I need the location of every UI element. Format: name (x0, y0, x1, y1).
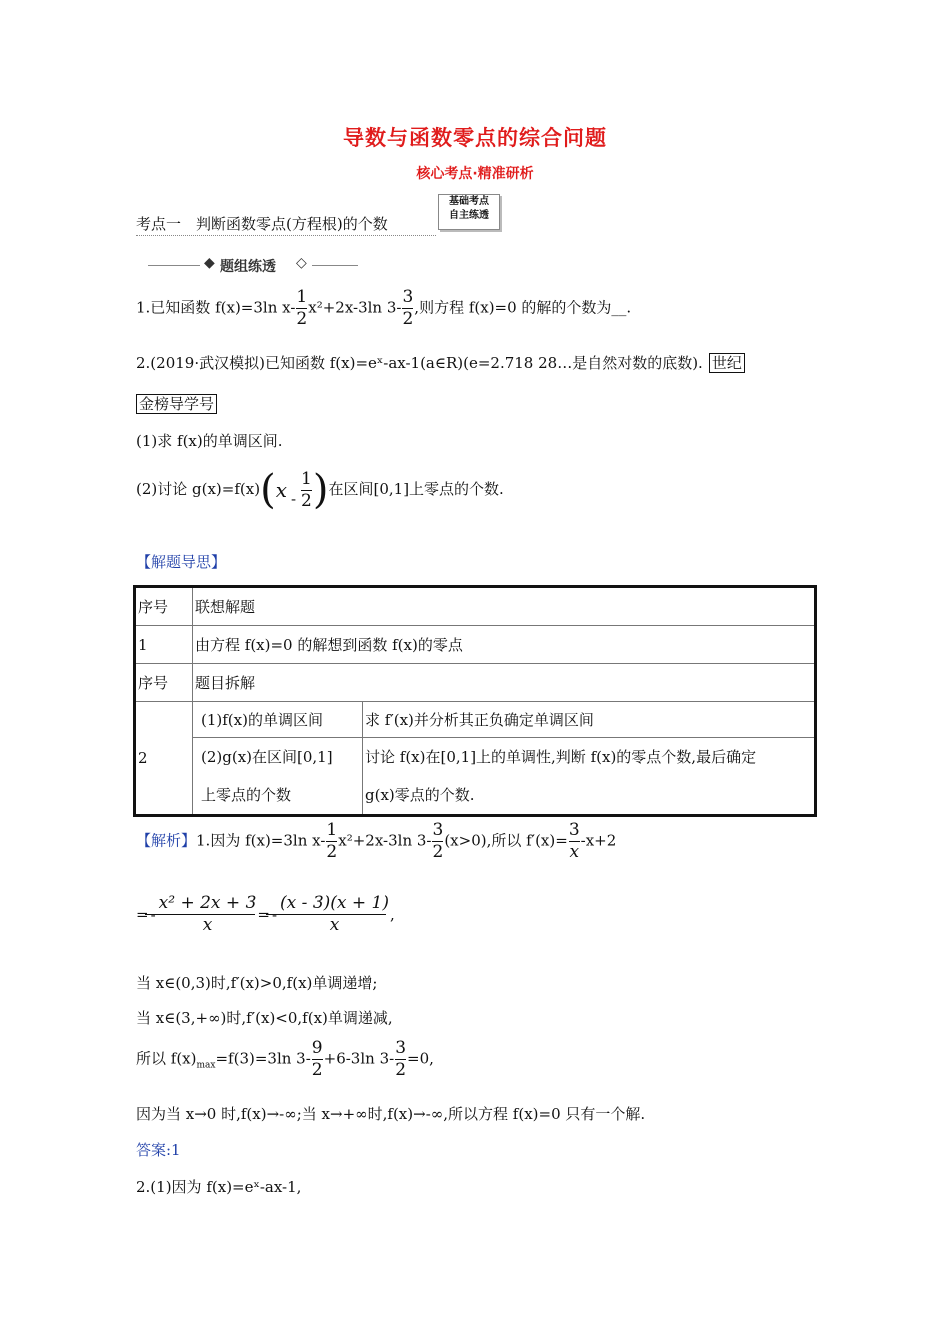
q1-text-b: x²+2x-3ln 3- (308, 298, 402, 317)
badge-line1: 基础考点 (449, 196, 489, 207)
table-cell: 序号 (135, 664, 193, 702)
fraction: $\frac{\text{x² + 2x + 3}}{x}$ (159, 895, 257, 934)
q2-text: 2.(2019·武汉模拟)已知函数 f(x)=eˣ-ax-1(a∈R)(e=2.718 28…是自然对数的底数). (136, 354, 703, 372)
ref-box-2: 金榜导学号 (136, 394, 217, 414)
paren-left: ( (260, 467, 276, 513)
badge-line2: 自主练透 (449, 210, 489, 221)
fraction: $\frac{(x - 3)(x + 1)}{x}$ (280, 895, 389, 934)
ref-line-2 (136, 393, 217, 414)
fraction: $\frac{3}{2}$ (402, 287, 414, 329)
daosi-label: 【解题导思】 (136, 553, 227, 571)
table-row (135, 664, 816, 702)
table-cell: (1)f(x)的单调区间 (193, 702, 363, 738)
paren-right: ) (312, 467, 329, 513)
question-2 (136, 352, 745, 373)
fraction: $\frac{3}{2}$ (395, 1038, 407, 1080)
fraction: $\frac{9}{2}$ (311, 1038, 323, 1080)
table-cell: 联想解题 (193, 587, 816, 626)
fraction: $\frac{1}{2}$ (296, 287, 308, 329)
solution-line-4: 当 x∈(3,+∞)时,f′(x)<0,f(x)单调递减, (136, 1009, 393, 1027)
table-row (135, 738, 816, 816)
page-subtitle: 核心考点·精准研析 (416, 166, 534, 182)
question-1 (136, 289, 631, 328)
solution-line-1: 【解析】1.因为 f(x)=3ln x- $\frac{1}{2}$ x²+2x-3ln 3- $\frac{3}{2}$ (x>0),所以 f′(x)= $\frac{3}{x}$ -x+2 (136, 820, 617, 862)
answer: 答案:1 (136, 1141, 181, 1159)
table-row (135, 702, 816, 738)
group-header-text: 题组练透 (220, 259, 276, 275)
diamond-icon: ◆ (204, 255, 215, 271)
table-cell: 1 (135, 626, 193, 664)
ref-box-1: 世纪 (709, 353, 745, 373)
q2-2-text-a: (2)讨论 g(x)=f(x) (136, 480, 261, 498)
solution-line-3: 当 x∈(0,3)时,f′(x)>0,f(x)单调递增; (136, 974, 378, 992)
var-x: x (275, 478, 287, 502)
table-cell: 序号 (135, 587, 193, 626)
table-row (135, 626, 816, 664)
fraction: $\frac{1}{2}$ (326, 820, 338, 862)
analysis-table (133, 585, 817, 817)
group-header (148, 256, 358, 274)
fraction: $\frac{1}{2}$ (301, 468, 312, 511)
fraction: $\frac{3}{2}$ (432, 820, 444, 862)
table-cell: 2 (135, 702, 193, 816)
section-heading: 考点一 判断函数零点(方程根)的个数 (136, 213, 436, 236)
page-title: 导数与函数零点的综合问题 (343, 126, 607, 150)
divider-right (312, 265, 358, 266)
divider-left (148, 265, 200, 266)
fraction: $\frac{3}{x}$ (568, 820, 580, 862)
table-row (135, 587, 816, 626)
q1-text-a: 1.已知函数 f(x)=3ln x- (136, 298, 296, 317)
table-cell: 题目拆解 (193, 664, 816, 702)
question-2-1: (1)求 f(x)的单调区间. (136, 432, 283, 450)
section-badge (438, 194, 500, 230)
solution-label: 【解析】 (136, 831, 197, 850)
solution-line-2: = - $\frac{\text{x² + 2x + 3}}{x}$ = - $\frac{(x - 3)(x + 1)}{x}$ , (136, 893, 395, 935)
solution-line-6: 因为当 x→0 时,f(x)→-∞;当 x→+∞时,f(x)→-∞,所以方程 f(x)=0 只有一个解. (136, 1105, 646, 1123)
diamond-icon: ◇ (296, 255, 307, 271)
solution-line-5: 所以 $f(x)_{max}=f(3)=3\ln$ 3- $\frac{9}{2}$ +6-3ln 3- $\frac{3}{2}$ =0, (136, 1038, 434, 1080)
solution-line-7: 2.(1)因为 f(x)=eˣ-ax-1, (136, 1178, 302, 1196)
table-cell: 求 f′(x)并分析其正负确定单调区间 (363, 702, 816, 738)
q2-2-text-b: 在区间[0,1]上零点的个数. (328, 480, 504, 498)
question-2-2: (2)讨论 g(x)=f(x)(x - $\frac{1}{2}$ )在区间[0,1]上零点的个数. (136, 467, 504, 513)
table-cell: 由方程 f(x)=0 的解想到函数 f(x)的零点 (193, 626, 816, 664)
table-cell: (2)g(x)在区间[0,1] 上零点的个数 (193, 738, 363, 816)
table-cell: 讨论 f(x)在[0,1]上的单调性,判断 f(x)的零点个数,最后确定 g(x)零点的个数. (363, 738, 816, 816)
q1-text-c: ,则方程 f(x)=0 的解的个数为__. (414, 298, 632, 317)
